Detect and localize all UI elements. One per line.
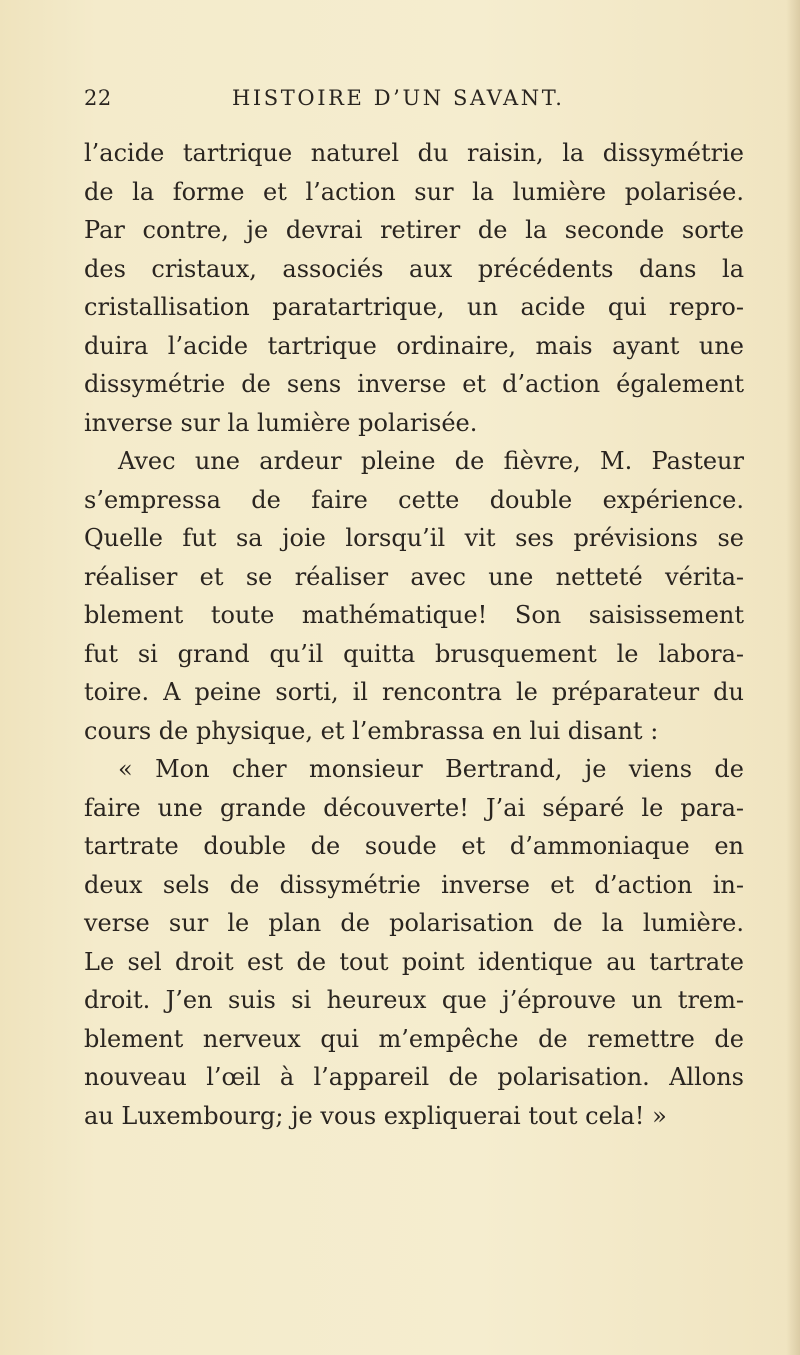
text-line: deux sels de dissymétrie inverse et d’action in- [84,870,744,899]
text-line: Quelle fut sa joie lorsqu’il vit ses prévisions se [84,524,744,552]
text-line: Le sel droit est de tout point identique au tartrate [84,947,744,976]
running-title: HISTOIRE D’UN SAVANT. [232,86,565,110]
text-line: des cristaux, associés aux précédents dans la [84,254,744,283]
text-line: réaliser et se réaliser avec une netteté vérita- [84,562,744,591]
text-line: l’acide tartrique naturel du raisin, la dissymétrie [84,139,744,167]
text-line: dissymétrie de sens inverse et d’action également [84,370,744,398]
paragraph-first-line: Avec une ardeur pleine de fièvre, M. Pasteur [118,447,744,475]
text-line: blement nerveux qui m’empêche de remettre de [84,1024,744,1053]
text-line: blement toute mathématique! Son saisissement [84,601,744,629]
text-line: de la forme et l’action sur la lumière polarisée. [84,177,744,206]
page-edge-shadow [786,0,800,1355]
page-number: 22 [84,86,112,110]
text-line: Par contre, je devrai retirer de la seconde sorte [84,216,744,244]
text-line: cristallisation paratartrique, un acide qui repro- [84,293,744,321]
body-text [84,134,744,1135]
page-header [84,86,744,116]
paragraph-first-line: « Mon cher monsieur Bertrand, je viens de [118,755,744,783]
text-line: droit. J’en suis si heureux que j’éprouve un trem- [84,986,744,1014]
text-line: inverse sur la lumière polarisée. [84,408,478,437]
text-line: fut si grand qu’il quitta brusquement le labora- [84,639,744,668]
text-line: cours de physique, et l’embrassa en lui disant : [84,716,659,745]
text-line: toire. A peine sorti, il rencontra le préparateur du [84,678,744,706]
text-line: nouveau l’œil à l’appareil de polarisation. Allons [84,1063,744,1091]
text-line: au Luxembourg; je vous expliquerai tout cela! » [84,1101,667,1130]
text-line: tartrate double de soude et d’ammoniaque en [84,832,744,860]
text-line: duira l’acide tartrique ordinaire, mais ayant une [84,331,744,360]
text-line: verse sur le plan de polarisation de la lumière. [84,909,744,937]
text-line: s’empressa de faire cette double expérience. [84,485,744,514]
text-line: faire une grande découverte! J’ai séparé le para- [84,793,744,822]
